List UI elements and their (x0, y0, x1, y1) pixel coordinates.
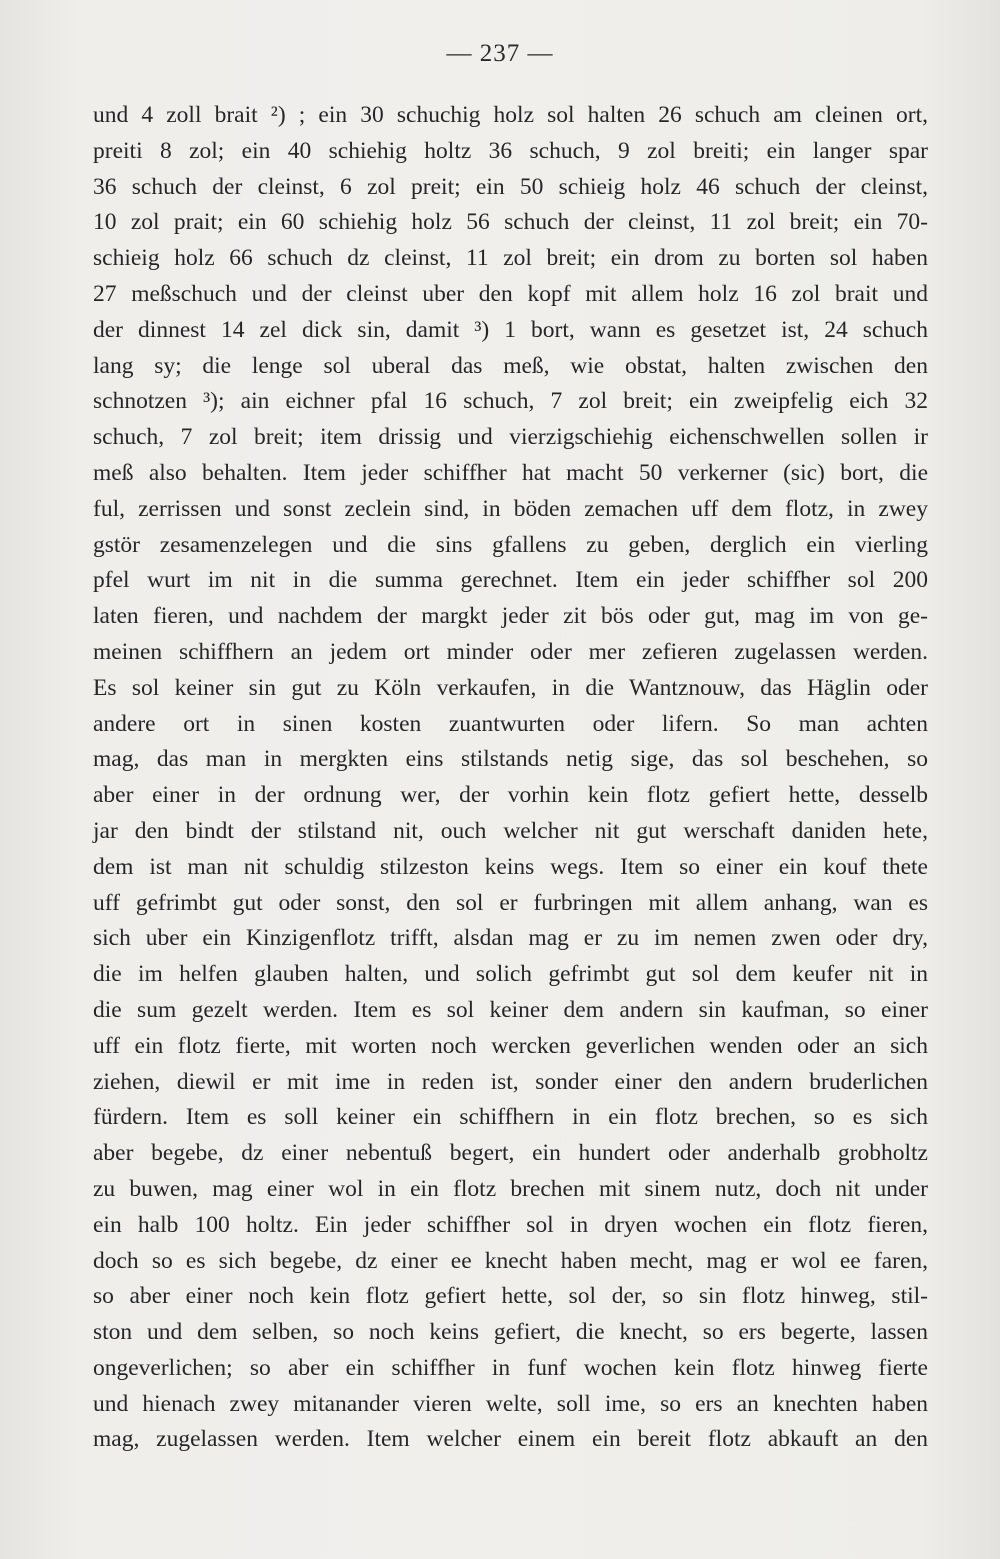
text-line: sich uber ein Kinzigenflotz trifft, alsdan mag er zu im nemen zwen oder dry, (93, 925, 928, 952)
text-line: der dinnest 14 zel dick sin, damit ³) 1 bort, wann es gesetzet ist, 24 schuch (93, 316, 928, 343)
text-line: doch so es sich begebe, dz einer ee knecht haben mecht, mag er wol ee faren, (93, 1247, 928, 1274)
text-line: gstör zesamenzelegen und die sins gfallens zu geben, derglich ein vierling (93, 531, 928, 558)
text-line: andere ort in sinen kosten zuantwurten oder lifern. So man achten (93, 710, 928, 737)
text-line: 36 schuch der cleinst, 6 zol preit; ein 50 schieig holz 46 schuch der cleinst, (93, 173, 928, 200)
text-line: pfel wurt im nit in die summa gerechnet. Item ein jeder schiffher sol 200 (93, 567, 928, 594)
text-line: 27 meßschuch und der cleinst uber den kopf mit allem holz 16 zol brait und (93, 280, 928, 307)
text-line: dem ist man nit schuldig stilzeston keins wegs. Item so einer ein kouf thete (93, 853, 928, 880)
text-line: uff gefrimbt gut oder sonst, den sol er furbringen mit allem anhang, wan es (93, 889, 928, 916)
text-line: die sum gezelt werden. Item es sol keiner dem andern sin kaufman, so einer (93, 996, 928, 1023)
text-line: aber einer in der ordnung wer, der vorhin kein flotz gefiert hette, desselb (93, 782, 928, 809)
text-line: ful, zerrissen und sonst zeclein sind, in böden zemachen uff dem flotz, in zwey (93, 495, 928, 522)
text-line: schieig holz 66 schuch dz cleinst, 11 zol breit; ein drom zu borten sol haben (93, 245, 928, 272)
body-text (93, 98, 928, 1458)
text-line: uff ein flotz fierte, mit worten noch wercken geverlichen wenden oder an sich (93, 1032, 928, 1059)
text-line: Es sol keiner sin gut zu Köln verkaufen, in die Wantznouw, das Häglin oder (93, 674, 928, 701)
text-line: die im helfen glauben halten, und solich gefrimbt gut sol dem keufer nit in (93, 961, 928, 988)
text-line: jar den bindt der stilstand nit, ouch welcher nit gut werschaft daniden hete, (93, 817, 928, 844)
text-line: lang sy; die lenge sol uberal das meß, wie obstat, halten zwischen den (93, 352, 928, 379)
text-line: meinen schiffhern an jedem ort minder oder mer zefieren zugelassen werden. (93, 638, 928, 665)
text-line: mag, zugelassen werden. Item welcher einem ein bereit flotz abkauft an den (93, 1426, 928, 1453)
text-line: ongeverlichen; so aber ein schiffher in funf wochen kein flotz hinweg fierte (93, 1354, 928, 1381)
text-line: ziehen, diewil er mit ime in reden ist, sonder einer den andern bruderlichen (93, 1068, 928, 1095)
page-number: — 237 — (446, 40, 554, 67)
text-line: laten fieren, und nachdem der margkt jeder zit bös oder gut, mag im von ge- (93, 603, 928, 630)
text-line: und hienach zwey mitanander vieren welte, soll ime, so ers an knechten haben (93, 1390, 928, 1417)
text-line: 10 zol prait; ein 60 schiehig holz 56 schuch der cleinst, 11 zol breit; ein 70- (93, 209, 928, 236)
text-line: so aber einer noch kein flotz gefiert hette, sol der, so sin flotz hinweg, stil- (93, 1283, 928, 1310)
text-line: preiti 8 zol; ein 40 schiehig holtz 36 schuch, 9 zol breiti; ein langer spar (93, 137, 928, 164)
text-line: mag, das man in mergkten eins stilstands netig sige, das sol beschehen, so (93, 746, 928, 773)
text-line: zu buwen, mag einer wol in ein flotz brechen mit sinem nutz, doch nit under (93, 1175, 928, 1202)
text-line: ston und dem selben, so noch keins gefiert, die knecht, so ers begerte, lassen (93, 1319, 928, 1346)
text-line: meß also behalten. Item jeder schiffher hat macht 50 verkerner (sic) bort, die (93, 459, 928, 486)
text-line: und 4 zoll brait ²) ; ein 30 schuchig holz sol halten 26 schuch am cleinen ort, (93, 102, 928, 128)
text-line: fürdern. Item es soll keiner ein schiffhern in ein flotz brechen, so es sich (93, 1104, 928, 1131)
text-line: schnotzen ³); ain eichner pfal 16 schuch, 7 zol breit; ein zweipfelig eich 32 (93, 388, 928, 415)
text-line: aber begebe, dz einer nebentuß begert, ein hundert oder anderhalb grobholtz (93, 1140, 928, 1167)
text-line: schuch, 7 zol breit; item drissig und vierzigschiehig eichenschwellen sollen ir (93, 424, 928, 451)
text-line: ein halb 100 holtz. Ein jeder schiffher sol in dryen wochen ein flotz fieren, (93, 1211, 928, 1238)
